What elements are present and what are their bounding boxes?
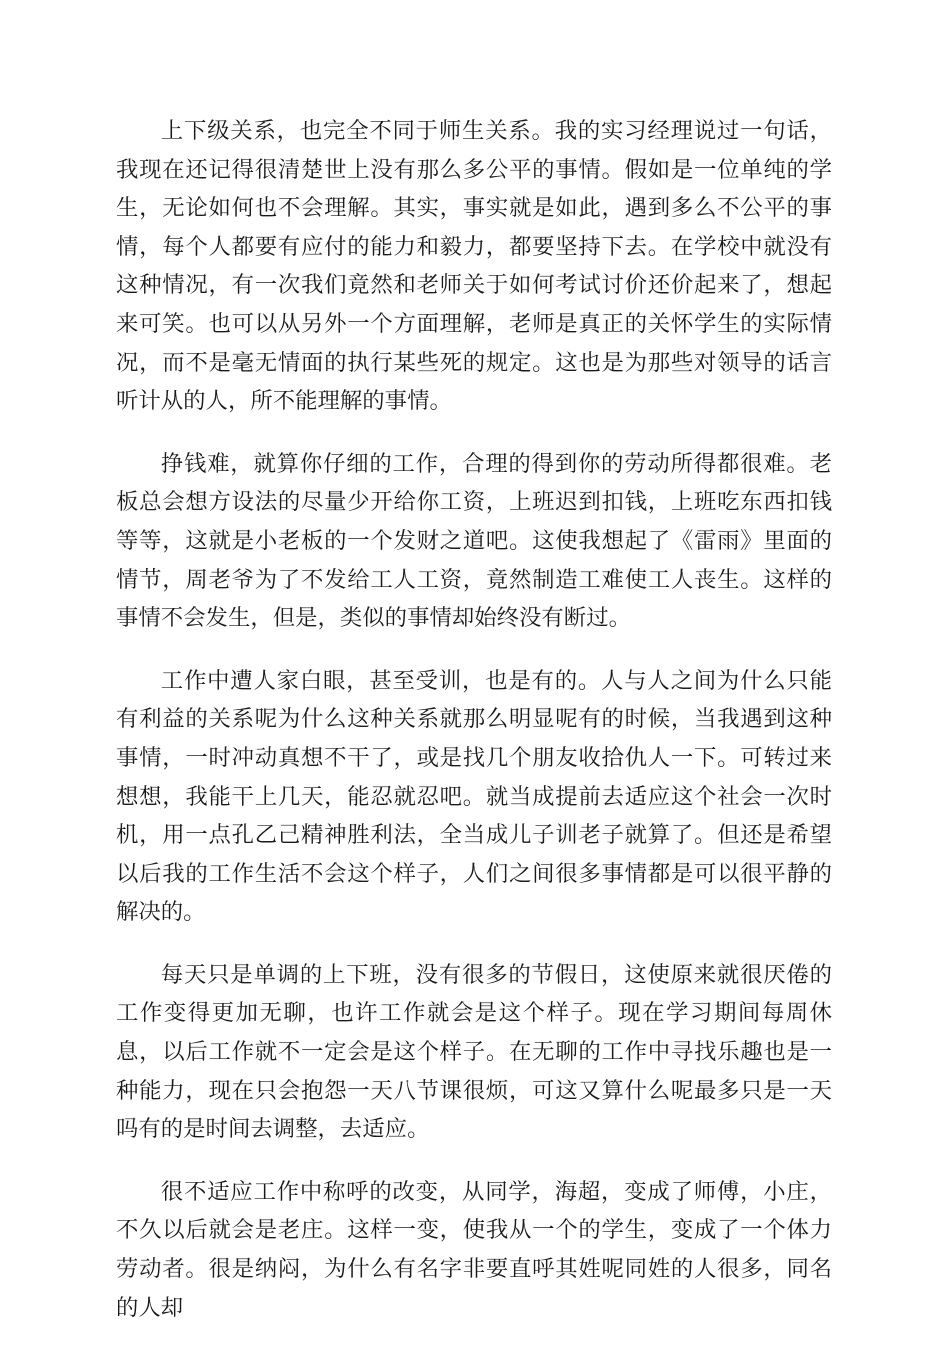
paragraph-4: 每天只是单调的上下班，没有很多的节假日，这使原来就很厌倦的工作变得更加无聊，也许工作就会是这个样子。现在学习期间每周休息，以后工作就不一定会是这个样子。在无聊的工作中寻找乐趣也是一种能力，现在只会抱怨一天八节课很烦，可这又算什么呢最多只是一天吗有的是时间去调整，去适应。 bbox=[116, 961, 832, 1143]
paragraph-5: 很不适应工作中称呼的改变，从同学，海超，变成了师傅，小庄，不久以后就会是老庄。这样一变，使我从一个的学生，变成了一个体力劳动者。很是纳闷，为什么有名字非要直呼其姓呢同姓的人很多，同名的人却 bbox=[116, 1178, 832, 1321]
paragraph-1: 上下级关系，也完全不同于师生关系。我的实习经理说过一句话，我现在还记得很清楚世上没有那么多公平的事情。假如是一位单纯的学生，无论如何也不会理解。其实，事实就是如此，遇到多么不公平的事情，每个人都要有应付的能力和毅力，都要坚持下去。在学校中就没有这种情况，有一次我们竟然和老师关于如何考试讨价还价起来了，想起来可笑。也可以从另外一个方面理解，老师是真正的关怀学生的实际情况，而不是毫无情面的执行某些死的规定。这也是为那些对领导的话言听计从的人，所不能理解的事情。 bbox=[116, 118, 832, 415]
paragraph-3: 工作中遭人家白眼，甚至受训，也是有的。人与人之间为什么只能有利益的关系呢为什么这种关系就那么明显呢有的时候，当我遇到这种事情，一时冲动真想不干了，或是找几个朋友收拾仇人一下。可转过来想想，我能干上几天，能忍就忍吧。就当成提前去适应这个社会一次时机，用一点孔乙己精神胜利法，全当成儿子训老子就算了。但还是希望以后我的工作生活不会这个样子，人们之间很多事情都是可以很平静的解决的。 bbox=[116, 667, 832, 926]
document-body bbox=[116, 112, 832, 1351]
paragraph-2: 挣钱难，就算你仔细的工作，合理的得到你的劳动所得都很难。老板总会想方设法的尽量少开给你工资，上班迟到扣钱，上班吃东西扣钱等等，这就是小老板的一个发财之道吧。这使我想起了《雷雨》里面的情节，周老爷为了不发给工人工资，竟然制造工难使工人丧生。这样的事情不会发生，但是，类似的事情却始终没有断过。 bbox=[116, 450, 832, 632]
